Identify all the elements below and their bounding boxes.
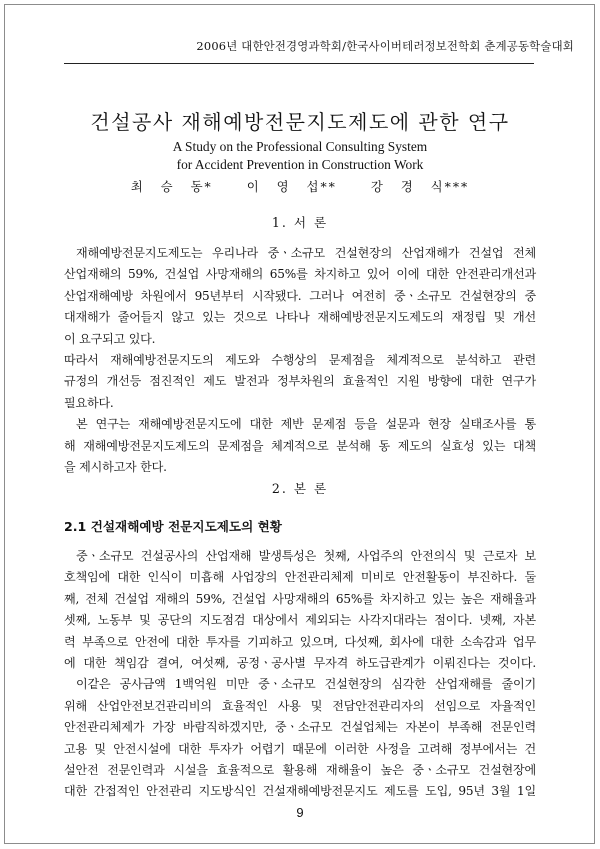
- author-2: 이 영 섭**: [246, 179, 337, 194]
- text-line: 산업재해예방 차원에서 95년부터 시작됐다. 그러나 여전히 중ㆍ소규모 건설현장의 중: [64, 288, 536, 303]
- text-line: 중ㆍ소규모 건설공사의 산업재해 발생특성은 첫째, 사업주의 안전의식 및 근로자 보: [76, 549, 536, 563]
- text-line: 필요하다.: [64, 395, 114, 410]
- text-line: 력 부족으로 안전에 대한 투자를 기피하고 있으며, 다섯째, 회사에 대한 소속감과 업무: [64, 634, 536, 649]
- body-text: [64, 546, 536, 803]
- paper-title-english-line-2: for Accident Prevention in Construction Work: [176, 157, 424, 172]
- text-line: 째, 전체 건설업 재해의 59%, 건설업 사망재해의 65%를 차지하고 있는 높은 재해율과: [64, 591, 536, 606]
- text-line: 이 요구되고 있다.: [64, 331, 156, 346]
- text-line: 셋째, 노동부 및 공단의 지도점검 대상에서 제외되는 사각지대라는 점이다. 넷째, 자본: [64, 613, 536, 628]
- author-3: 강 경 식***: [370, 179, 470, 194]
- running-header: 2006년 대한안전경영과학회/한국사이버테러정보전학회 춘계공동학술대회: [196, 39, 574, 53]
- author-list: [0, 177, 600, 195]
- text-line: 규정의 개선등 점진적인 제도 발전과 정부차원의 효율적인 지원 방향에 대한 연구가: [64, 374, 536, 389]
- author-1: 최 승 동*: [130, 179, 213, 194]
- section-heading-introduction: 1. 서 론: [271, 215, 329, 230]
- text-line: 대한 간접적인 안전관리 지도방식인 건설재해예방전문지도 제도를 도입, 95년 3월 1일: [64, 784, 536, 799]
- text-line: 대재해가 줄어들지 않고 있는 것으로 나타나 재해예방전문지도제도의 재정립 및 개선: [64, 310, 536, 325]
- paper-title-korean: 건설공사 재해예방전문지도제도에 관한 연구: [90, 110, 510, 134]
- text-line: 안전관리체제가 가장 바람직하겠지만, 중ㆍ소규모 건설업체는 자본이 부족해 전문인력: [64, 720, 536, 735]
- text-line: 이같은 공사금액 1백억원 미만 중ㆍ소규모 건설현장의 심각한 산업재해를 줄이기: [76, 677, 536, 692]
- text-line: 본 연구는 재해예방전문지도에 대한 제반 문제점 등을 설문과 현장 실태조사를 통: [76, 417, 536, 432]
- subsection-heading: 2.1 건설재해예방 전문지도제도의 현황: [64, 519, 282, 534]
- page-number: 9: [296, 805, 304, 820]
- text-line: 위해 산업안전보건관리비의 효율적인 사용 및 전담안전관리자의 선임으로 자율적인: [64, 698, 536, 713]
- text-line: 산업재해의 59%, 건설업 사망재해의 65%를 차지하고 있어 이에 대한 안전관리개선과: [64, 267, 536, 282]
- text-line: 고용 및 안전시설에 대한 투자가 어렵기 때문에 이러한 사정을 고려해 정부에서는 건: [64, 741, 536, 756]
- text-line: 호책임에 대한 인식이 미흡해 사업장의 안전관리체제 미비로 안전활동이 부진하다. 둘: [64, 570, 536, 585]
- text-line: 따라서 재해예방전문지도의 제도와 수행상의 문제점을 체계적으로 분석하고 관련: [64, 352, 536, 367]
- paper-title-english-line-1: A Study on the Professional Consulting System: [172, 139, 428, 154]
- section-heading-body: 2. 본 론: [271, 481, 329, 496]
- text-line: 재해예방전문지도제도는 우리나라 중ㆍ소규모 건설현장의 산업재해가 건설업 전체: [76, 246, 536, 260]
- text-line: 에 대한 책임감 결여, 여섯째, 공정ㆍ공사별 무자격 하도급관계가 이뤄진다는 것이다.: [64, 655, 536, 670]
- text-line: 을 제시하고자 한다.: [64, 459, 167, 474]
- introduction-body: [64, 243, 536, 478]
- text-line: 해 재해예방전문지도제도의 문제점을 체계적으로 분석해 동 제도의 실효성 있는 대책: [64, 438, 536, 453]
- text-line: 설안전 전문인력과 시설을 효율적으로 활용해 재해율이 높은 중ㆍ소규모 건설현장에: [64, 762, 536, 777]
- header-rule: [64, 63, 534, 64]
